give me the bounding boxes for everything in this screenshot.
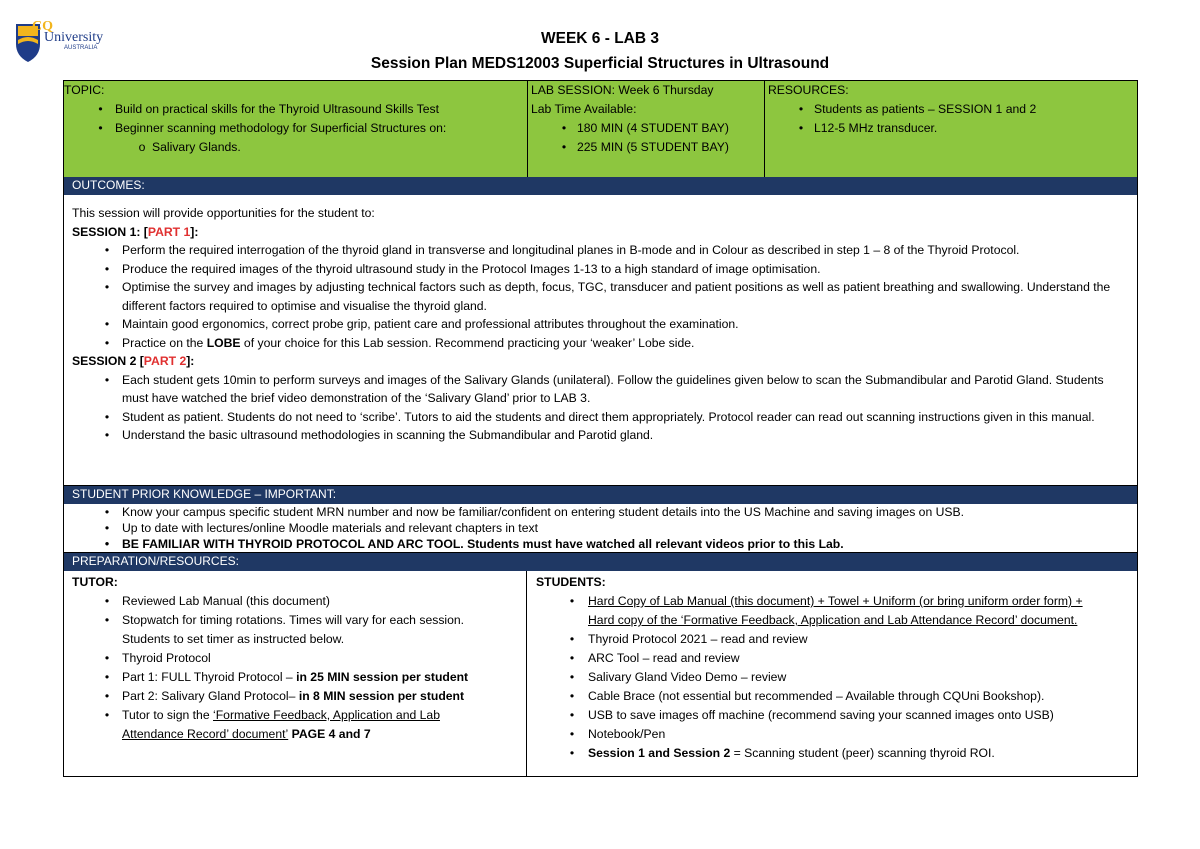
outcomes-body	[63, 195, 1138, 485]
outcome-item: • Each student gets 10min to perform surveys and images of the Salivary Glands (unilateral). Follow the guidelines given below to scan the Submandibular and Parotid Gland. Students must have watched the brief video demonstration of the ‘Salivary Gland’ prior to LAB 3.	[104, 372, 1104, 405]
student-item: • Cable Brace (not essential but recommended – Available through CQUni Bookshop).	[569, 689, 1045, 703]
tutor-cell	[72, 573, 522, 744]
session2-label: SESSION 2 [PART 2]:	[72, 354, 195, 368]
topic-item: • Build on practical skills for the Thyroid Ultrasound Skills Test	[98, 102, 440, 116]
student-item: • Thyroid Protocol 2021 – read and review	[569, 632, 808, 646]
lab-time-item: • 225 MIN (5 STUDENT BAY)	[561, 140, 729, 154]
topic-cell	[64, 81, 524, 157]
logo-university: University	[44, 30, 104, 45]
logo-cq: CQ	[32, 19, 53, 34]
tutor-label: TUTOR:	[72, 575, 118, 589]
outcome-item: • Practice on the LOBE of your choice for this Lab session. Recommend practicing your ‘weaker’ Lobe side.	[104, 335, 695, 350]
students-cell	[536, 573, 1131, 763]
students-label: STUDENTS:	[536, 575, 606, 589]
tutor-item: • Part 1: FULL Thyroid Protocol – in 25 MIN session per student	[104, 670, 469, 684]
lab-time-item: • 180 MIN (4 STUDENT BAY)	[561, 121, 729, 135]
prep-body	[63, 571, 1138, 776]
outcome-item: • Student as patient. Students do not need to ‘scribe’. Tutors to aid the students and direct them appropriately. Protocol reader can read out scanning instructions given in this manual.	[104, 409, 1095, 424]
student-item: • Salivary Gland Video Demo – review	[569, 670, 787, 684]
page-title: WEEK 6 - LAB 3	[541, 30, 659, 47]
tutor-item: • Part 2: Salivary Gland Protocol– in 8 MIN session per student	[104, 689, 465, 703]
outcome-item: • Understand the basic ultrasound methodologies in scanning the Submandibular and Parotid gland.	[104, 428, 654, 442]
student-item: • ARC Tool – read and review	[569, 651, 740, 665]
resources-item: • Students as patients – SESSION 1 and 2	[798, 102, 1037, 116]
student-item: • Hard Copy of Lab Manual (this document) + Towel + Uniform (or bring uniform order form) + Hard copy of the ‘Formative Feedback, Application and Lab Attendance Record’ document.	[569, 594, 1083, 627]
topic-row	[63, 80, 1138, 177]
resources-label: RESOURCES:	[768, 83, 849, 97]
outcome-item: • Optimise the survey and images by adjusting technical factors such as depth, focus, TGC, transducer and patient positions as well as patient breathing and swallowing. Understand the different factors required to optimise and visualise the thyroid gland.	[104, 280, 1111, 313]
student-item: • Notebook/Pen	[569, 727, 666, 741]
student-item: • USB to save images off machine (recommend saving your scanned images onto USB)	[569, 708, 1054, 722]
tutor-item: • Stopwatch for timing rotations. Times will vary for each session. Students to set timer as instructed below.	[104, 613, 465, 646]
tutor-item: • Tutor to sign the ‘Formative Feedback, Application and Lab Attendance Record’ document’ PAGE 4 and 7	[104, 708, 440, 741]
prior-item: • BE FAMILIAR WITH THYROID PROTOCOL AND ARC TOOL. Students must have watched all relevant videos prior to this Lab.	[104, 537, 844, 551]
outcome-item: • Produce the required images of the thyroid ultrasound study in the Protocol Images 1-13 to a high standard of image optimisation.	[104, 261, 821, 276]
prior-item: • Up to date with lectures/online Moodle materials and relevant chapters in text	[104, 521, 538, 535]
resources-item: • L12-5 MHz transducer.	[798, 121, 938, 135]
topic-item: • Beginner scanning methodology for Superficial Structures on:	[98, 121, 447, 135]
resources-cell	[768, 81, 1133, 138]
outcome-item: • Maintain good ergonomics, correct probe grip, patient care and professional attributes throughout the examination.	[104, 317, 739, 331]
outcomes-intro: This session will provide opportunities for the student to:	[72, 206, 375, 220]
session1-label: SESSION 1: [PART 1]:	[72, 224, 199, 239]
tutor-item: • Reviewed Lab Manual (this document)	[104, 594, 330, 608]
topic-label: TOPIC:	[64, 83, 105, 97]
prior-body	[63, 504, 1138, 552]
lab-session-cell	[531, 81, 761, 157]
outcome-item: • Perform the required interrogation of the thyroid gland in transverse and longitudinal planes in B-mode and in Colour as described in step 1 – 8 of the Thyroid Protocol.	[104, 243, 1020, 257]
prep-heading: PREPARATION/RESOURCES:	[63, 553, 1138, 571]
outcomes-heading: OUTCOMES:	[63, 177, 1138, 195]
lab-time-label: Lab Time Available:	[531, 102, 637, 116]
page-subtitle: Session Plan MEDS12003 Superficial Structures in Ultrasound	[370, 55, 830, 72]
prior-item: • Know your campus specific student MRN number and now be familiar/confident on entering student details into the US Machine and saving images on USB.	[104, 505, 965, 519]
tutor-item: • Thyroid Protocol	[104, 651, 211, 665]
prior-heading: STUDENT PRIOR KNOWLEDGE – IMPORTANT:	[63, 486, 1138, 504]
student-item: • Session 1 and Session 2 = Scanning student (peer) scanning thyroid ROI.	[569, 746, 995, 760]
topic-subitem: o Salivary Glands.	[138, 140, 241, 154]
lab-session-label: LAB SESSION: Week 6 Thursday	[531, 83, 714, 97]
logo-australia: AUSTRALIA	[64, 45, 98, 51]
